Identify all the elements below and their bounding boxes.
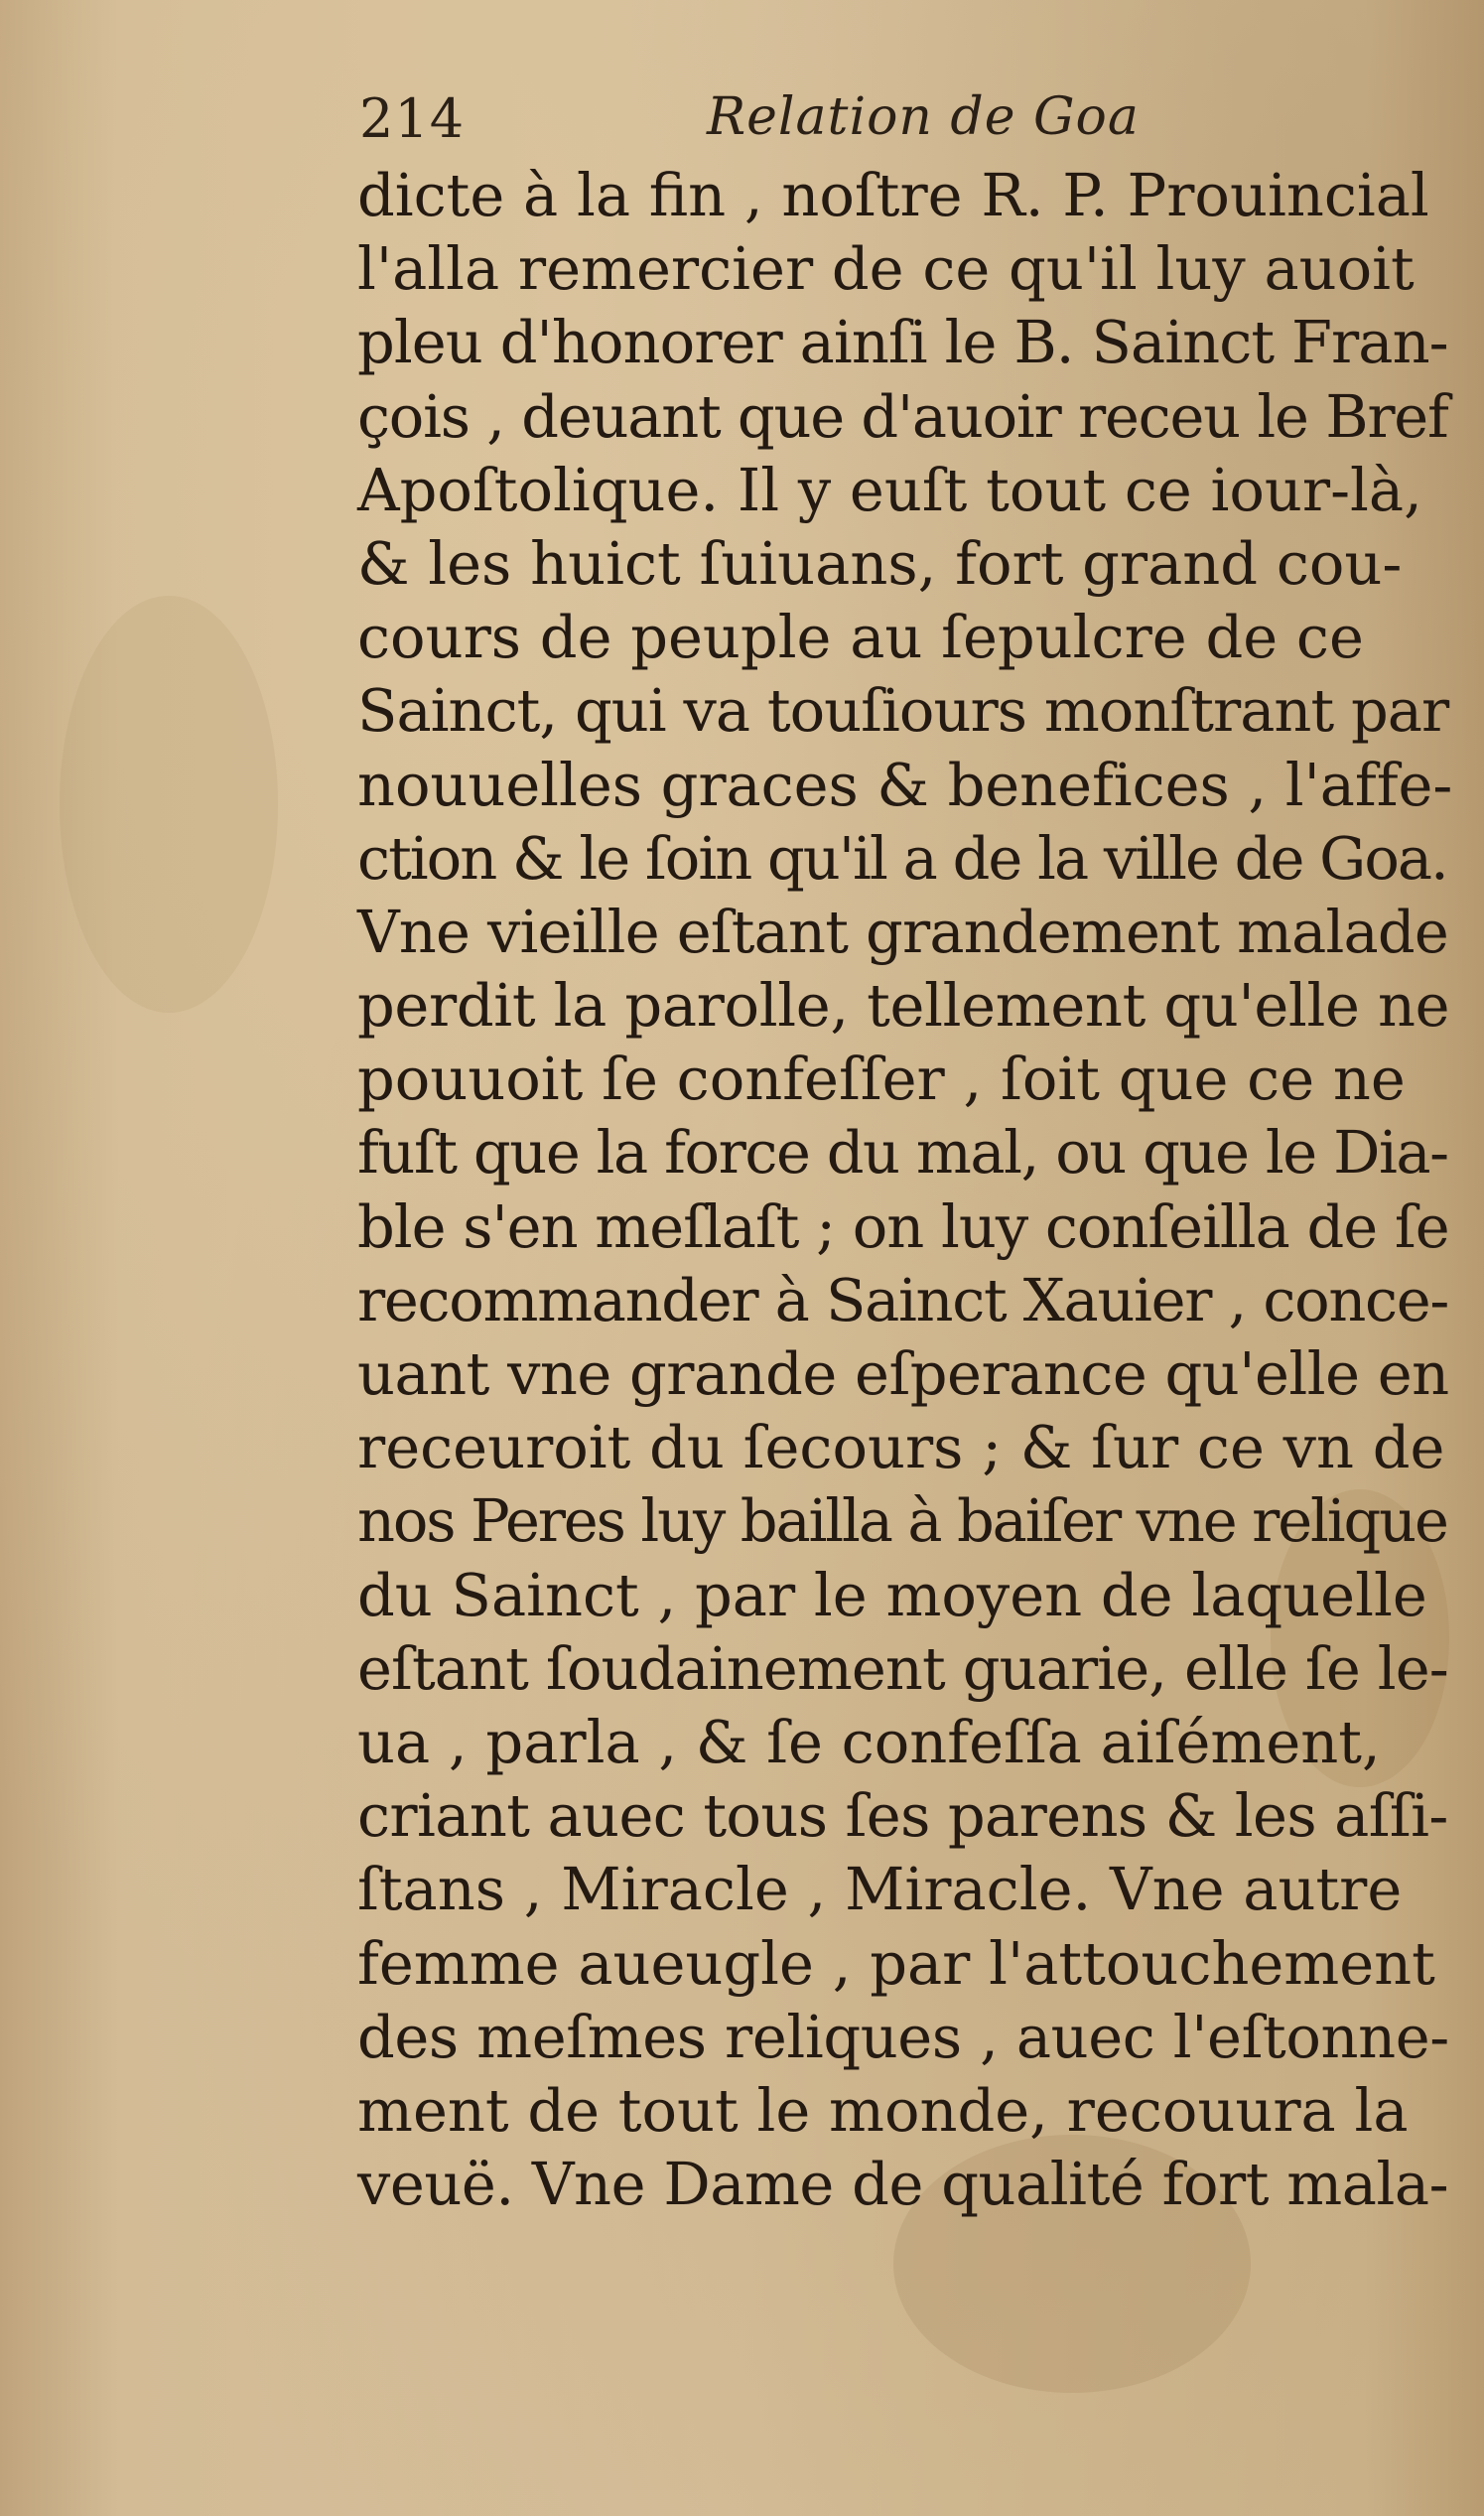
text-line: ment de tout le monde, recouura la — [357, 2075, 1409, 2145]
text-line: fuſt que la force du mal, ou que le Dia- — [357, 1118, 1448, 1188]
text-line: uant vne grande eſperance qu'elle en — [357, 1339, 1449, 1408]
page-number: 214 — [359, 87, 466, 150]
text-line: pouuoit ſe confeſſer , ſoit que ce ne — [357, 1045, 1406, 1114]
text-line: eſtant ſoudainement guarie, elle ſe le- — [357, 1633, 1448, 1703]
text-line: çois , deuant que d'auoir receu le Bref — [357, 381, 1448, 451]
paper-stain — [60, 596, 278, 1013]
text-line: cours de peuple au ſepulcre de ce — [357, 603, 1364, 672]
text-line: ble s'en meſlaſt ; on luy conſeilla de ſe — [357, 1191, 1449, 1261]
body-text — [357, 159, 1453, 2221]
text-line: femme aueugle , par l'attouchement — [357, 1928, 1435, 1998]
text-line: pleu d'honorer ainſi le B. Sainct Fran- — [357, 308, 1448, 377]
text-line: Vne vieille eſtant grandement malade — [357, 897, 1448, 966]
text-line: nos Peres luy bailla à baiſer vne relique — [357, 1486, 1447, 1556]
text-line: nouuelles graces & benefices , l'affe- — [357, 750, 1453, 819]
text-line: des meſmes reliques , auec l'eſtonne- — [357, 2002, 1449, 2071]
text-line: Apoſtolique. Il y euſt tout ce iour-là, — [357, 455, 1422, 524]
text-line: Sainct, qui va touſiours monſtrant par — [357, 676, 1449, 746]
text-line: recommander à Sainct Xauier , conce- — [357, 1265, 1449, 1334]
text-line: ction & le ſoin qu'il a de la ville de Goa. — [357, 823, 1447, 893]
text-line: ſtans , Miracle , Miracle. Vne autre — [357, 1855, 1403, 1924]
text-line: receuroit du ſecours ; & ſur ce vn de — [357, 1413, 1445, 1482]
page-header — [359, 87, 1173, 167]
text-line: & les huict ſuiuans, fort grand cou- — [357, 528, 1403, 598]
text-line: veuë. Vne Dame de qualité fort mala- — [357, 2150, 1449, 2219]
running-title: Relation de Goa — [707, 87, 1140, 147]
text-line: criant auec tous ſes parens & les aſſi- — [357, 1781, 1448, 1851]
text-line: l'alla remercier de ce qu'il luy auoit — [357, 234, 1415, 304]
text-line: perdit la parolle, tellement qu'elle ne — [357, 971, 1450, 1041]
text-line: dicte à la fin , noſtre R. P. Prouincial — [357, 161, 1429, 229]
text-line: du Sainct , par le moyen de laquelle — [357, 1560, 1427, 1629]
text-line: ua , parla , & ſe confeſſa aiſément, — [357, 1707, 1381, 1776]
